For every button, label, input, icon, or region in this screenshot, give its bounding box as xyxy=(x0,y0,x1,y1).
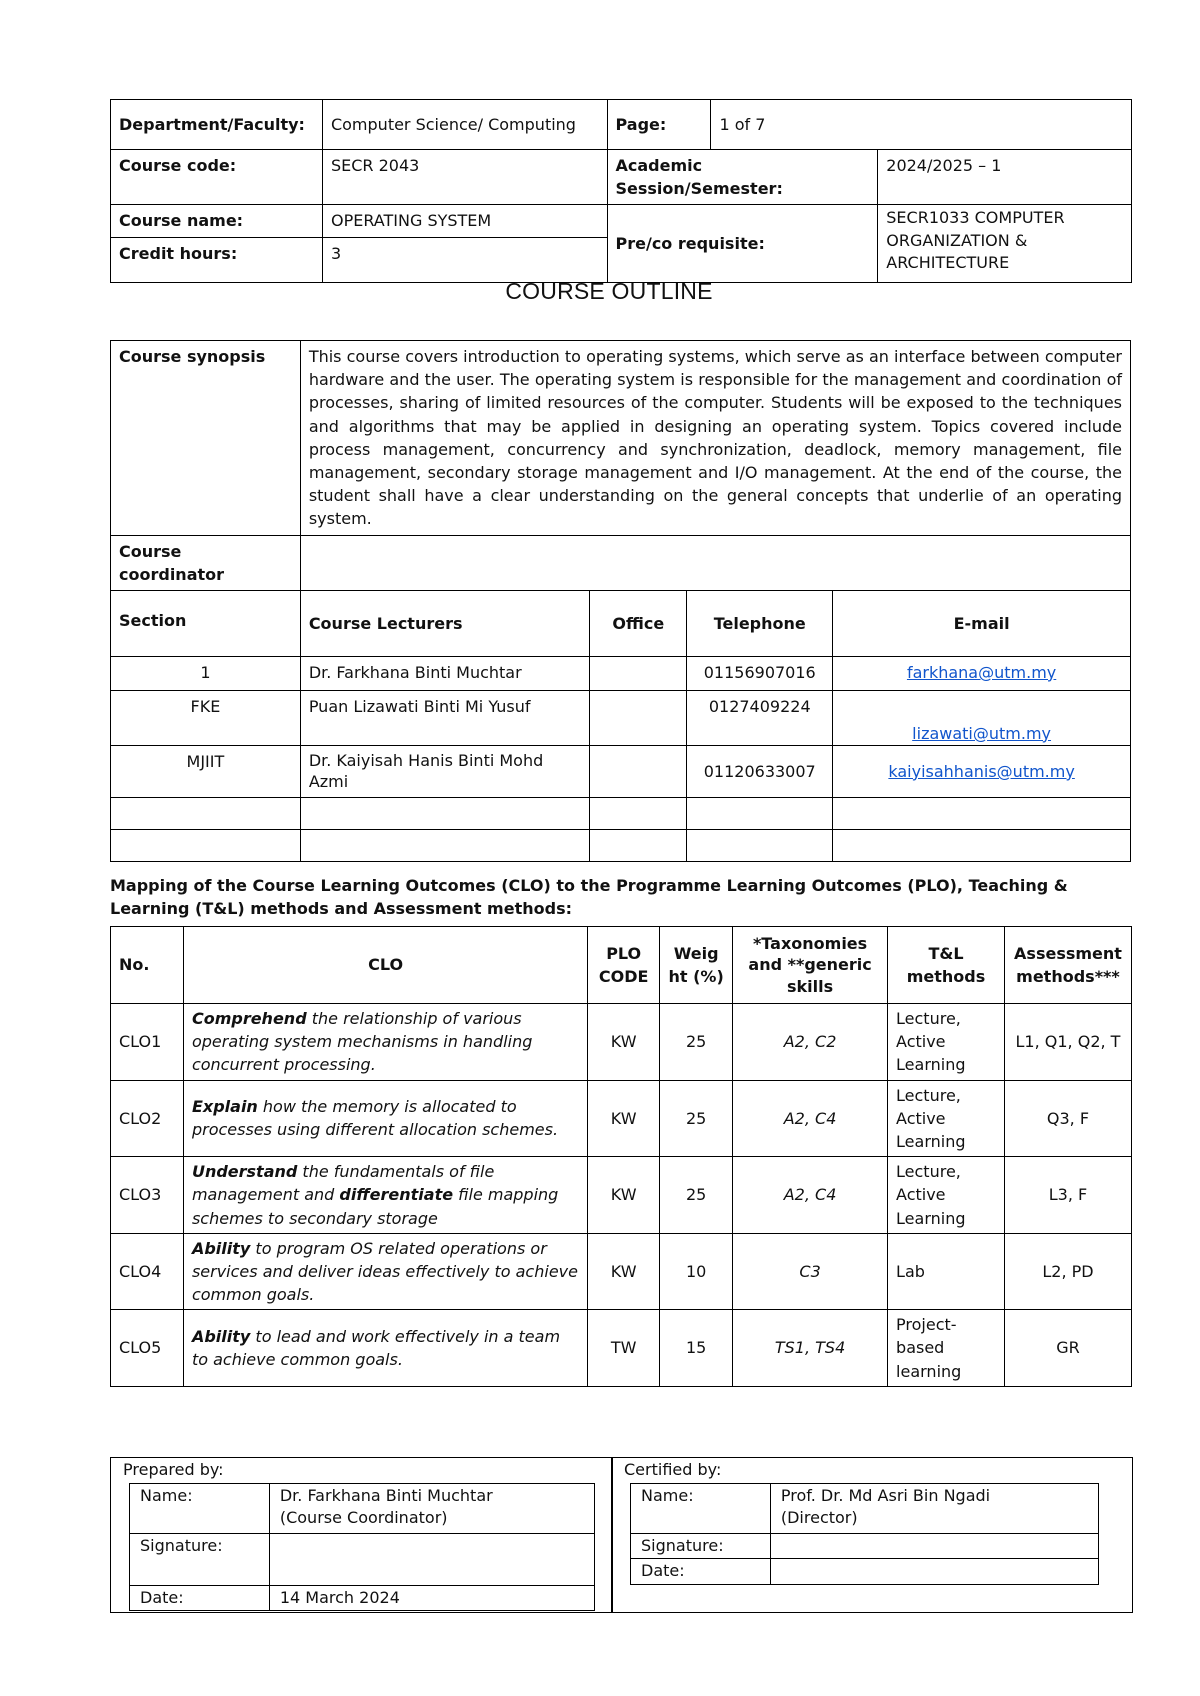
lecturer-office xyxy=(590,745,687,797)
header-telephone: Telephone xyxy=(687,590,833,656)
prepared-signature-label: Signature: xyxy=(130,1534,270,1586)
clo-no: CLO2 xyxy=(111,1080,184,1157)
certified-by-table xyxy=(630,1483,1099,1585)
prepared-by-label: Prepared by: xyxy=(123,1460,224,1479)
clo-text: Ability to program OS related operations or services and deliver ideas effectively to achieve common goals. xyxy=(183,1233,587,1310)
prepared-name-value: Dr. Farkhana Binti Muchtar xyxy=(279,1486,493,1505)
course-code-value: SECR 2043 xyxy=(322,150,607,205)
certified-signature-field xyxy=(770,1534,1098,1559)
prepared-by-table xyxy=(129,1483,595,1611)
credit-hours-label: Credit hours: xyxy=(111,237,323,282)
lecturer-name: Puan Lizawati Binti Mi Yusuf xyxy=(300,690,590,745)
table-row xyxy=(111,1080,1132,1157)
header-taxonomies: *Taxonomies and **generic skills xyxy=(733,927,888,1004)
page-title: COURSE OUTLINE xyxy=(505,278,713,304)
lecturer-section: 1 xyxy=(111,656,301,690)
clo-tl: Project-based learning xyxy=(888,1310,1005,1387)
certified-by-box xyxy=(611,1457,1133,1613)
page-label: Page: xyxy=(607,100,711,150)
clo-assessment: GR xyxy=(1004,1310,1131,1387)
credit-hours-value: 3 xyxy=(322,237,607,282)
lecturer-phone: 01120633007 xyxy=(687,745,833,797)
clo-no: CLO1 xyxy=(111,1004,184,1081)
clo-no: CLO4 xyxy=(111,1233,184,1310)
clo-weight: 10 xyxy=(660,1233,733,1310)
prepared-role: (Course Coordinator) xyxy=(279,1508,448,1528)
clo-taxonomy: A2, C2 xyxy=(733,1004,888,1081)
certified-signature-label: Signature: xyxy=(631,1534,771,1559)
clo-plo: KW xyxy=(588,1157,660,1234)
certified-date-label: Date: xyxy=(631,1559,771,1584)
prereq-value: SECR1033 COMPUTER ORGANIZATION & ARCHITECTURE xyxy=(878,205,1132,282)
certified-role: (Director) xyxy=(780,1508,858,1528)
synopsis-label: Course synopsis xyxy=(111,341,301,536)
clo-plo: KW xyxy=(588,1233,660,1310)
page-value: 1 of 7 xyxy=(711,100,1132,150)
department-label: Department/Faculty: xyxy=(111,100,323,150)
table-row xyxy=(111,1004,1132,1081)
header-plo: PLO CODE xyxy=(588,927,660,1004)
header-office: Office xyxy=(590,590,687,656)
clo-taxonomy: TS1, TS4 xyxy=(733,1310,888,1387)
lecturer-section: FKE xyxy=(111,690,301,745)
table-row xyxy=(111,830,1131,862)
table-row xyxy=(111,656,1131,690)
course-name-value: OPERATING SYSTEM xyxy=(322,205,607,237)
clo-taxonomy: A2, C4 xyxy=(733,1080,888,1157)
table-row xyxy=(111,1157,1132,1234)
clo-assessment: Q3, F xyxy=(1004,1080,1131,1157)
clo-mapping-table xyxy=(110,926,1132,1387)
certified-name-label: Name: xyxy=(631,1484,771,1534)
mapping-intro: Mapping of the Course Learning Outcomes (CLO) to the Programme Learning Outcomes (PLO), Teaching & Learning (T&L) methods and Assessment methods: xyxy=(110,876,1068,919)
lecturer-name: Dr. Kaiyisah Hanis Binti Mohd Azmi xyxy=(300,745,590,797)
lecturer-name: Dr. Farkhana Binti Muchtar xyxy=(300,656,590,690)
clo-tl: Lecture, Active Learning xyxy=(888,1004,1005,1081)
clo-text: Explain how the memory is allocated to processes using different allocation schemes. xyxy=(183,1080,587,1157)
header-section: Section xyxy=(111,590,301,656)
clo-no: CLO3 xyxy=(111,1157,184,1234)
prepared-name-label: Name: xyxy=(130,1484,270,1534)
clo-tl: Lab xyxy=(888,1233,1005,1310)
table-row xyxy=(111,798,1131,830)
clo-assessment: L2, PD xyxy=(1004,1233,1131,1310)
table-row xyxy=(111,690,1131,745)
prereq-label: Pre/co requisite: xyxy=(607,205,878,282)
course-info-table xyxy=(110,99,1132,283)
header-no: No. xyxy=(111,927,184,1004)
prepared-date-label: Date: xyxy=(130,1586,270,1611)
session-label: Academic Session/Semester: xyxy=(607,150,878,205)
clo-no: CLO5 xyxy=(111,1310,184,1387)
certified-by-label: Certified by: xyxy=(624,1460,722,1479)
header-tl-methods: T&L methods xyxy=(888,927,1005,1004)
clo-plo: KW xyxy=(588,1004,660,1081)
lecturer-email-link[interactable]: kaiyisahhanis@utm.my xyxy=(888,761,1075,781)
clo-text: Comprehend the relationship of various operating system mechanisms in handling concurrent processing. xyxy=(183,1004,587,1081)
clo-assessment: L1, Q1, Q2, T xyxy=(1004,1004,1131,1081)
prepared-date-value: 14 March 2024 xyxy=(269,1586,594,1611)
course-code-label: Course code: xyxy=(111,150,323,205)
header-weight: Weig ht (%) xyxy=(660,927,733,1004)
synopsis-text: This course covers introduction to operating systems, which serve as an interface between computer hardware and the user. The operating system is responsible for the management and coordination of processes, sharing of limited resources of the computer. Students will be exposed to the techniques and algorithms that may be applied in designing an operating system. Topics covered include process management, concurrency and synchronization, deadlock, memory management, file management, secondary storage management and I/O management. At the end of the course, the student shall have a clear understanding on the general concepts that underlie of an operating system. xyxy=(300,341,1130,536)
clo-tl: Lecture, Active Learning xyxy=(888,1157,1005,1234)
certified-date-value xyxy=(770,1559,1098,1584)
lecturer-phone: 0127409224 xyxy=(687,690,833,745)
clo-tl: Lecture, Active Learning xyxy=(888,1080,1005,1157)
clo-plo: KW xyxy=(588,1080,660,1157)
lecturer-email-link[interactable]: farkhana@utm.my xyxy=(906,662,1057,682)
clo-assessment: L3, F xyxy=(1004,1157,1131,1234)
clo-weight: 25 xyxy=(660,1004,733,1081)
clo-weight: 25 xyxy=(660,1157,733,1234)
lecturer-office xyxy=(590,656,687,690)
clo-text: Ability to lead and work effectively in a team to achieve common goals. xyxy=(183,1310,587,1387)
clo-taxonomy: A2, C4 xyxy=(733,1157,888,1234)
clo-weight: 15 xyxy=(660,1310,733,1387)
lecturer-office xyxy=(590,690,687,745)
lecturer-email-link[interactable]: lizawati@utm.my xyxy=(912,723,1052,743)
header-clo: CLO xyxy=(183,927,587,1004)
header-email: E-mail xyxy=(833,590,1131,656)
session-value: 2024/2025 – 1 xyxy=(878,150,1132,205)
clo-text: Understand the fundamentals of file management and differentiate file mapping schemes to secondary storage xyxy=(183,1157,587,1234)
lecturer-phone: 01156907016 xyxy=(687,656,833,690)
coordinator-value xyxy=(300,535,1130,590)
course-name-label: Course name: xyxy=(111,205,323,237)
synopsis-table xyxy=(110,340,1131,862)
clo-taxonomy: C3 xyxy=(733,1233,888,1310)
prepared-signature-field xyxy=(269,1534,594,1586)
clo-plo: TW xyxy=(588,1310,660,1387)
clo-weight: 25 xyxy=(660,1080,733,1157)
prepared-by-box xyxy=(110,1457,613,1613)
table-row xyxy=(111,745,1131,797)
header-lecturers: Course Lecturers xyxy=(300,590,590,656)
coordinator-label: Course coordinator xyxy=(111,535,301,590)
table-row xyxy=(111,1310,1132,1387)
department-value: Computer Science/ Computing xyxy=(322,100,607,150)
lecturer-section: MJIIT xyxy=(111,745,301,797)
certified-name-value: Prof. Dr. Md Asri Bin Ngadi xyxy=(780,1486,991,1505)
header-assessment: Assessment methods*** xyxy=(1004,927,1131,1004)
table-row xyxy=(111,1233,1132,1310)
